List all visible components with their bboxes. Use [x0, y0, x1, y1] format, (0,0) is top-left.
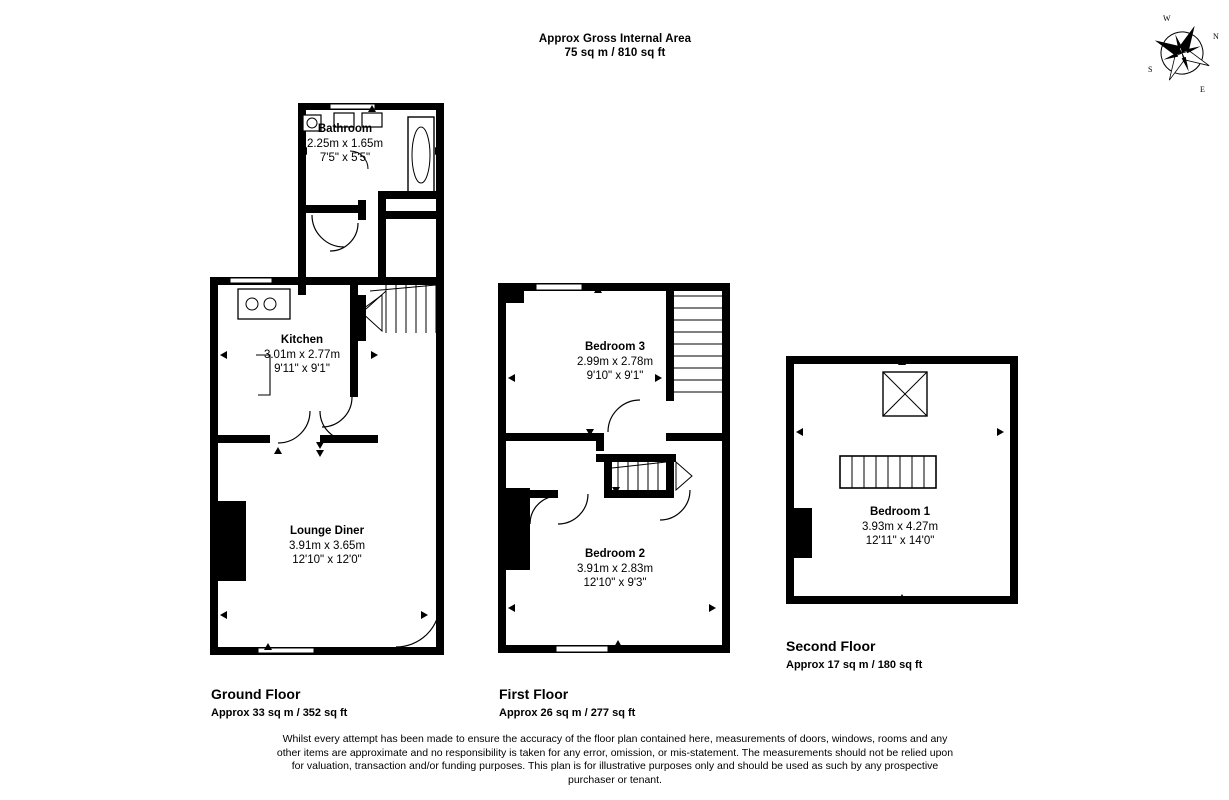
- second-floor-caption: Second Floor Approx 17 sq m / 180 sq ft: [786, 638, 923, 671]
- compass-label-west: W: [1163, 14, 1171, 23]
- first-floor-caption: First Floor Approx 26 sq m / 277 sq ft: [499, 686, 636, 719]
- header-subtitle: 75 sq m / 810 sq ft: [564, 47, 666, 59]
- room-label-kitchen: Kitchen 3.01m x 2.77m 9'11" x 9'1": [263, 334, 341, 375]
- ground-floor-plan: [200, 95, 460, 665]
- room-label-bathroom: Bathroom 2.25m x 1.65m 7'5" x 5'5": [306, 123, 384, 164]
- header-title: Approx Gross Internal Area: [538, 33, 692, 45]
- compass-rose: [1120, 8, 1220, 98]
- second-floor-plan: [778, 348, 1028, 618]
- room-label-bedroom-2: Bedroom 2 3.91m x 2.83m 12'10" x 9'3": [576, 548, 654, 589]
- room-label-lounge-diner: Lounge Diner 3.91m x 3.65m 12'10" x 12'0": [288, 525, 366, 566]
- page-title: [465, 32, 765, 60]
- first-floor-plan: [490, 278, 740, 658]
- compass-label-south: S: [1148, 65, 1153, 74]
- compass-label-east: E: [1200, 85, 1205, 94]
- room-label-bedroom-3: Bedroom 3 2.99m x 2.78m 9'10" x 9'1": [576, 341, 654, 382]
- disclaimer-text: Whilst every attempt has been made to ensure the accuracy of the floor plan contained here, measurements of doors, windows, rooms and any other items are approximate and no responsibility is taken for any error, omission, or mis-statement. The measurements should not be relied upon for valuation, transaction and/or funding purposes. This plan is for illustrative purposes only and should be used as such by any prospective purchaser or tenant.: [276, 733, 954, 786]
- ground-floor-caption: Ground Floor Approx 33 sq m / 352 sq ft: [211, 686, 348, 719]
- room-label-bedroom-1: Bedroom 1 3.93m x 4.27m 12'11" x 14'0": [861, 506, 939, 547]
- compass-label-north: N: [1213, 32, 1219, 41]
